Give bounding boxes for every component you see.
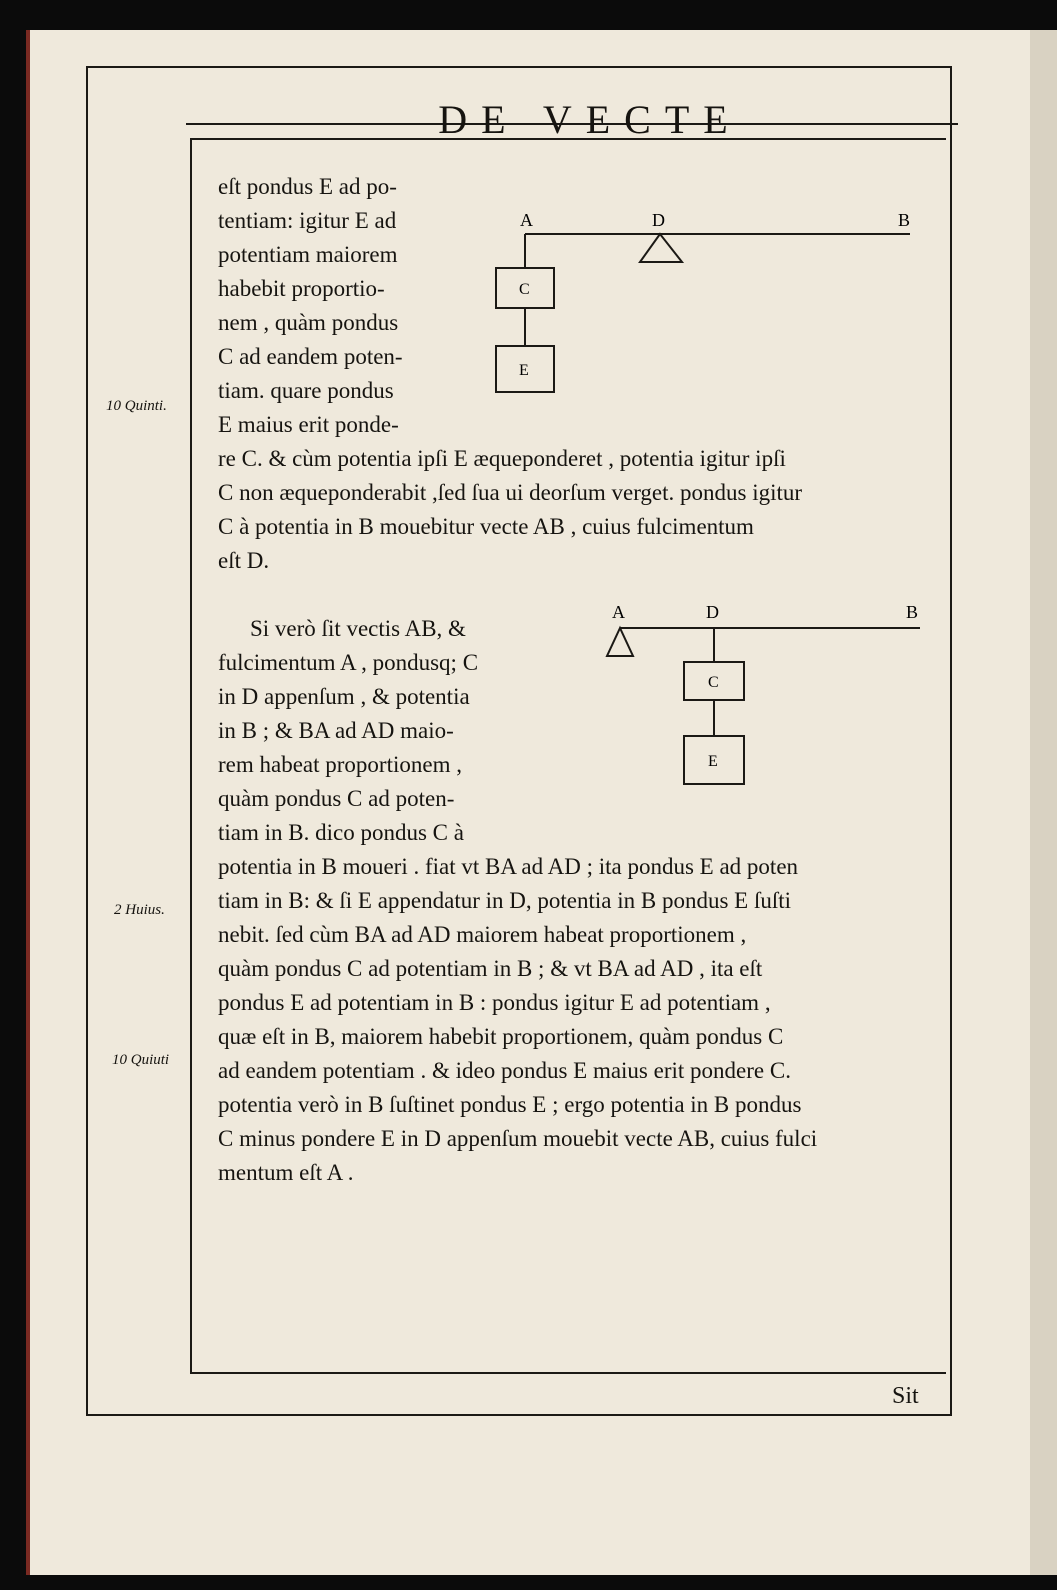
text-line: mentum eſt A . [218,1160,354,1185]
text-line: quàm pondus C ad poten- [218,786,455,811]
text-line: in B ; & BA ad AD maio- [218,718,454,743]
label-d: D [706,602,719,622]
text-line: eſt D. [218,548,270,573]
label-a: A [612,602,625,622]
label-b: B [906,602,919,622]
catchword: Sit [892,1383,919,1409]
text-line: potentiam maiorem [218,242,398,267]
text-line: C minus pondere E in D appenſum mouebit vecte AB, cuius fulci [218,1126,818,1151]
next-page-edge [1030,30,1057,1575]
text-line: potentia verò in B ſuſtinet pondus E ; ergo potentia in B pondus [218,1092,802,1117]
text-line: in D appenſum , & potentia [218,684,470,709]
margin-note: 10 Quiuti [112,1052,170,1068]
margin-note: 2 Huius. [114,902,165,918]
text-line: Si verò ſit vectis AB, & [250,616,466,641]
text-line: potentia in B moueri . fiat vt BA ad AD ; ita pondus E ad poten [218,854,799,879]
label-d: D [652,210,665,230]
text-line: C ad eandem poten- [218,344,403,369]
label-c: C [708,674,719,691]
text-line: rem habeat proportionem , [218,752,462,777]
label-e: E [708,753,718,770]
text-line: nem , quàm pondus [218,310,399,335]
fulcrum-triangle [640,234,682,262]
text-line: nebit. ſed cùm BA ad AD maiorem habeat proportionem , [218,922,747,947]
text-line: tentiam: igitur E ad [218,208,397,233]
text-line: E maius erit ponde- [218,412,399,437]
lever-diagram-2 [600,598,930,798]
text-line: tiam. quare pondus [218,378,394,403]
text-line: tiam in B: & ſi E appendatur in D, potentia in B pondus E ſuſti [218,888,792,913]
text-line: C à potentia in B mouebitur vecte AB , cuius fulcimentum [218,514,754,539]
label-e: E [519,362,529,379]
lever-diagram-1 [490,196,930,406]
text-line: pondus E ad potentiam in B : pondus igitur E ad potentiam , [218,990,771,1015]
text-line: fulcimentum A , pondusq; C [218,650,479,675]
text-line: ad eandem potentiam . & ideo pondus E maius erit pondere C. [218,1058,791,1083]
text-line: C non æqueponderabit ,ſed ſua ui deorſum verget. pondus igitur [218,480,803,505]
label-b: B [898,210,911,230]
text-line: habebit proportio- [218,276,385,301]
text-line: quàm pondus C ad potentiam in B ; & vt BA ad AD , ita eſt [218,956,763,981]
text-line: re C. & cùm potentia ipſi E æqueponderet , potentia igitur ipſi [218,446,786,471]
fulcrum-triangle [607,628,633,656]
label-a: A [520,210,533,230]
running-head: DE VECTE [438,97,742,142]
text-line: quæ eſt in B, maiorem habebit proportionem, quàm pondus C [218,1024,784,1049]
text-line: eſt pondus E ad po- [218,174,397,199]
margin-note: 10 Quinti. [106,398,167,414]
label-c: C [519,281,530,298]
text-line: tiam in B. dico pondus C à [218,820,464,845]
